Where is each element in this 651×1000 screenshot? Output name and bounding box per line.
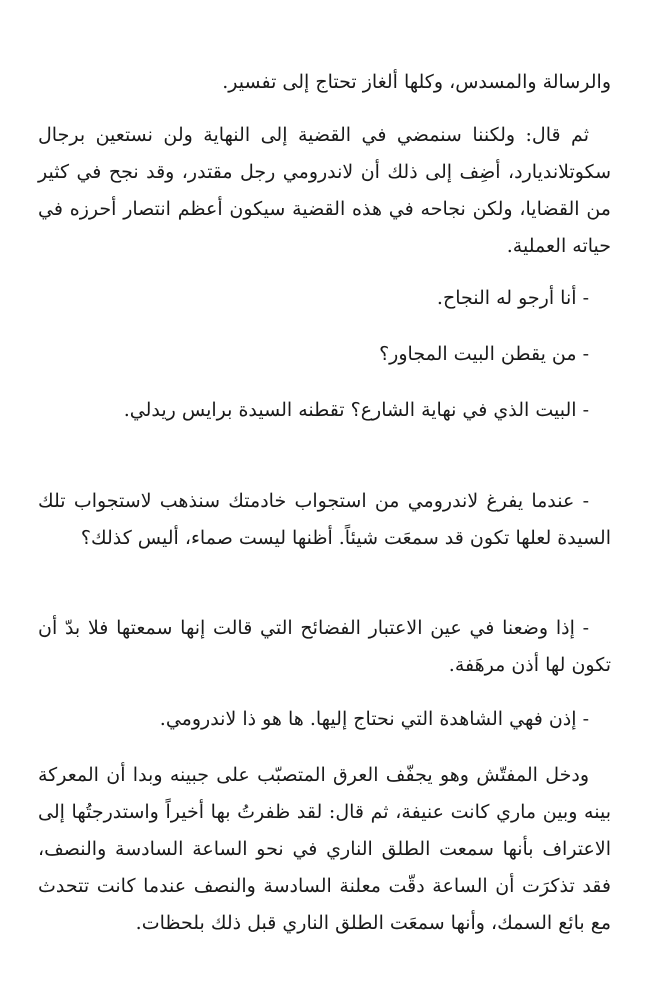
paragraph-1: والرسالة والمسدس، وكلها ألغاز تحتاج إلى تفسير. [222, 71, 611, 93]
paragraph-7: - إذا وضعنا في عين الاعتبار الفضائح التي قالت إنها سمعتها فلا بدّ أن تكون لها أذن مرهَفة. [38, 617, 611, 676]
paragraph-3: - أنا أرجو له النجاح. [436, 287, 589, 309]
paragraph-8: - إذن فهي الشاهدة التي نحتاج إليها. ها هو ذا لاندرومي. [159, 708, 589, 730]
paragraph-5: - البيت الذي في نهاية الشارع؟ تقطنه السيدة برايس ريدلي. [123, 399, 589, 421]
paragraph-2: ثم قال: ولكننا سنمضي في القضية إلى النهاية ولن نستعين برجال سكوتلانديارد، أضِف إلى ذلك أن لاندرومي رجل مقتدر، وقد نجح في كثير من القضايا، ولكن نجاحه في هذه القضية سيكون أعظم انتصار أحرزه في حياته العملية. [38, 124, 611, 257]
paragraph-9: ودخل المفتّش وهو يجفّف العرق المتصبّب على جبينه وبدا أن المعركة بينه وبين ماري كانت عنيفة، ثم قال: لقد ظفرتُ بها أخيراً واستدرجتُها إلى الاعتراف بأنها سمعت الطلق الناري في نحو الساعة السادسة والنصف، فقد تذكرَت أن الساعة دقّت معلنة السادسة والنصف عندما كانت تتحدث مع بائع السمك، وأنها سمعَت الطلق الناري قبل ذلك بلحظات. [38, 764, 611, 934]
book-page [38, 0, 611, 1000]
paragraph-4: - من يقطن البيت المجاور؟ [379, 343, 589, 365]
paragraph-6: - عندما يفرغ لاندرومي من استجواب خادمتك سنذهب لاستجواب تلك السيدة لعلها تكون قد سمعَت شيئاً. أظنها ليست صماء، أليس كذلك؟ [38, 490, 611, 549]
